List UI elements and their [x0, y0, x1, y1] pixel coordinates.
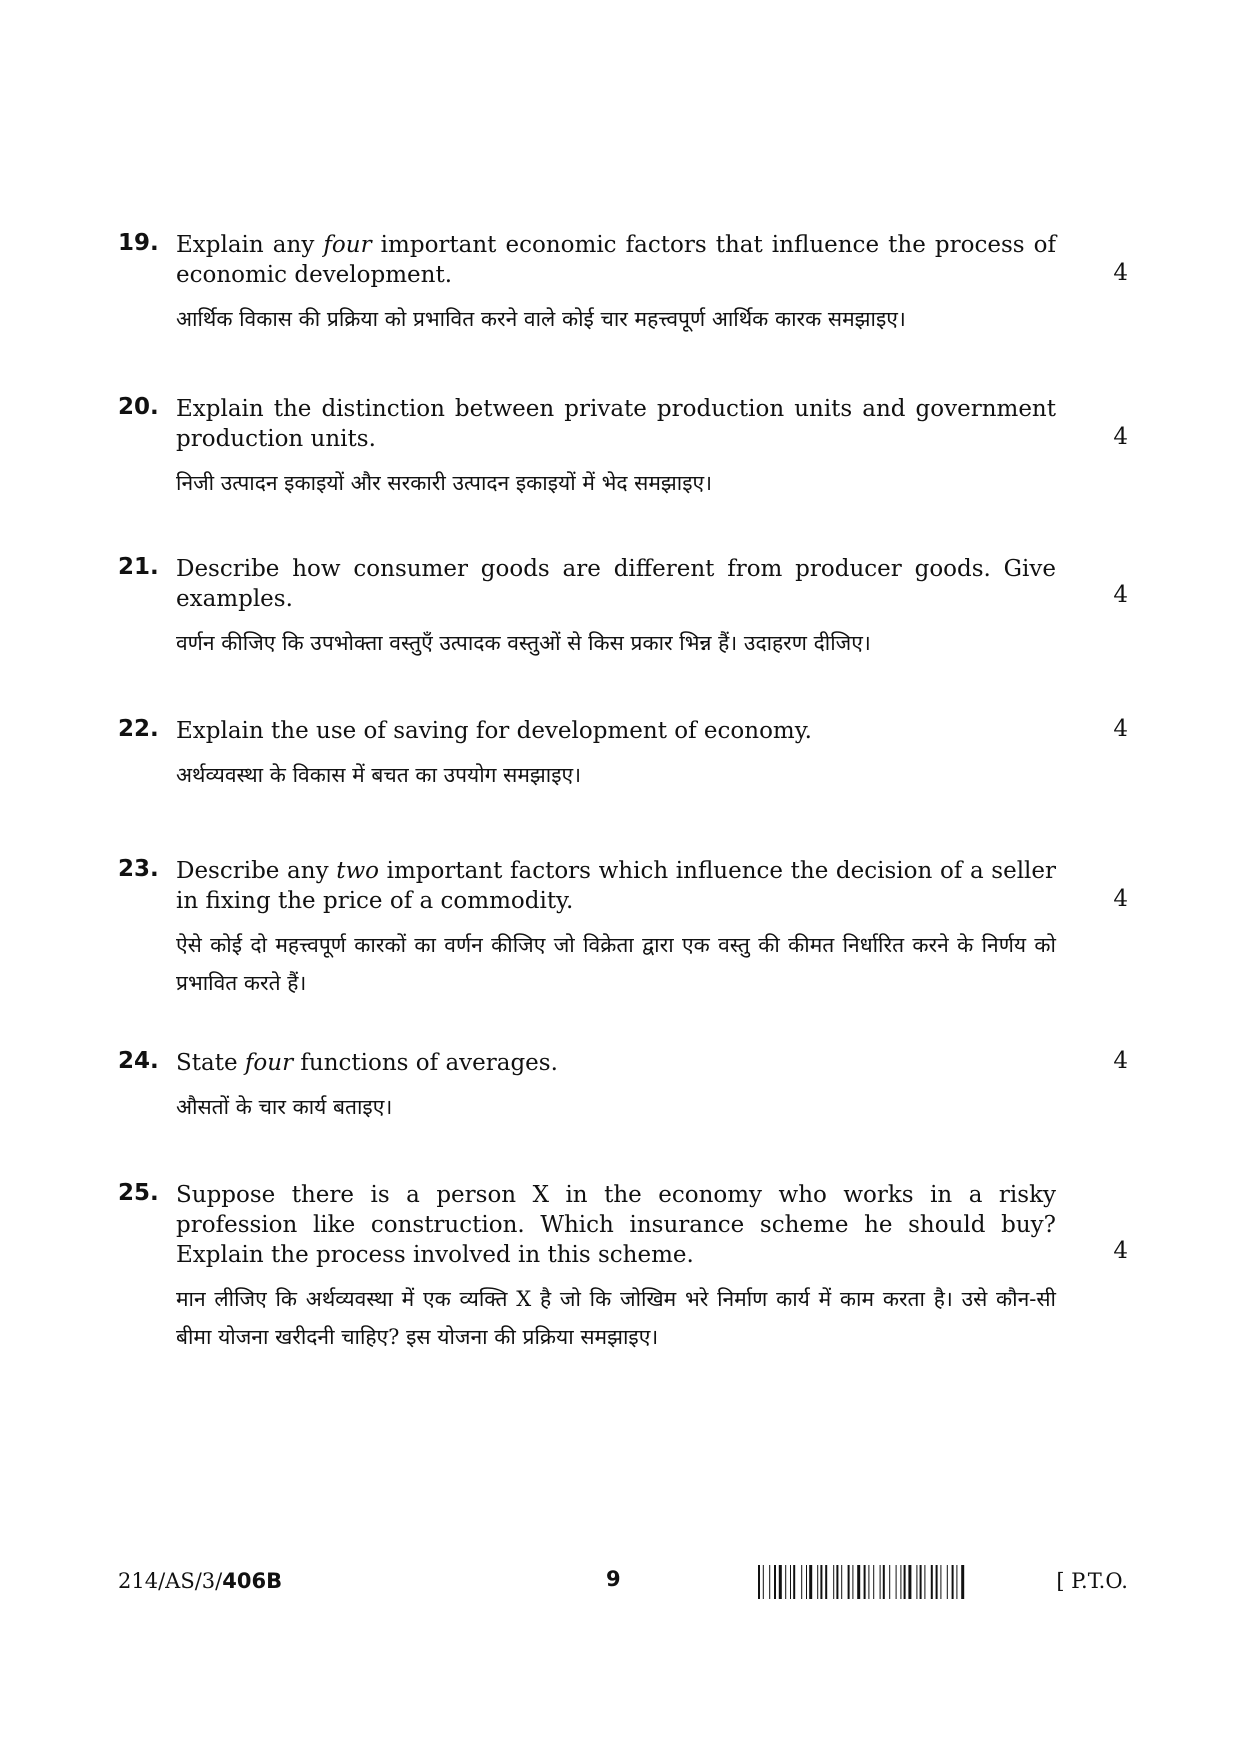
barcode-icon	[758, 1565, 1028, 1599]
question-number: 20.	[118, 394, 159, 420]
question-text-en: Describe any two important factors which influence the decision of a seller in fixing the price of a commodity.	[176, 858, 1057, 914]
question-24	[118, 1048, 1128, 1126]
question-number: 21.	[118, 554, 159, 580]
question-text-hi: औसतों के चार कार्य बताइए।	[176, 1095, 393, 1119]
paper-code: 214/AS/3/406B	[118, 1569, 283, 1593]
question-text-en: Describe how consumer goods are different from producer goods. Give examples.	[176, 556, 1056, 612]
marks: 4	[1113, 582, 1128, 608]
question-text-en: Explain the use of saving for development of economy.	[176, 718, 812, 744]
marks: 4	[1113, 424, 1128, 450]
marks: 4	[1113, 260, 1128, 286]
question-text-hi: मान लीजिए कि अर्थव्यवस्था में एक व्यक्ति X है जो कि जोखिम भरे निर्माण कार्य में काम करता है। उसे कौन-सी बीमा योजना खरीदनी चाहिए? इस योजना की प्रक्रिया समझाइए।	[176, 1287, 1056, 1349]
question-text-hi: निजी उत्पादन इकाइयों और सरकारी उत्पादन इकाइयों में भेद समझाइए।	[176, 471, 713, 495]
question-text-hi: ऐसे कोई दो महत्त्वपूर्ण कारकों का वर्णन कीजिए जो विक्रेता द्वारा एक वस्तु की कीमत निर्धारित करने के निर्णय को प्रभावित करते हैं।	[176, 933, 1056, 995]
question-21	[118, 554, 1128, 662]
question-text-hi: वर्णन कीजिए कि उपभोक्ता वस्तुएँ उत्पादक वस्तुओं से किस प्रकार भिन्न हैं। उदाहरण दीजिए।	[176, 631, 871, 655]
question-text-en: Explain the distinction between private production units and government production units.	[176, 396, 1056, 452]
question-number: 25.	[118, 1180, 159, 1206]
marks: 4	[1113, 886, 1128, 912]
question-22	[118, 716, 1128, 794]
question-text-en: State four functions of averages.	[176, 1050, 558, 1076]
question-text-hi: आर्थिक विकास की प्रक्रिया को प्रभावित करने वाले कोई चार महत्त्वपूर्ण आर्थिक कारक समझाइए।	[176, 307, 906, 331]
question-text-en: Suppose there is a person X in the economy who works in a risky profession like construction. Which insurance scheme he should buy? Explain the process involved in this scheme.	[176, 1182, 1056, 1268]
marks: 4	[1113, 716, 1128, 742]
question-text-hi: अर्थव्यवस्था के विकास में बचत का उपयोग समझाइए।	[176, 763, 582, 787]
marks: 4	[1113, 1238, 1128, 1264]
question-23	[118, 856, 1128, 1002]
question-20	[118, 394, 1128, 502]
question-number: 24.	[118, 1048, 159, 1074]
page-footer	[118, 1565, 1128, 1605]
marks: 4	[1113, 1048, 1128, 1074]
question-19	[118, 230, 1128, 338]
page-number: 9	[606, 1567, 621, 1591]
question-25	[118, 1180, 1128, 1356]
pto-label: [ P.T.O.	[1056, 1569, 1128, 1593]
question-number: 23.	[118, 856, 159, 882]
question-text-en: Explain any four important economic factors that influence the process of economic development.	[176, 232, 1056, 288]
question-number: 22.	[118, 716, 159, 742]
question-number: 19.	[118, 230, 159, 256]
